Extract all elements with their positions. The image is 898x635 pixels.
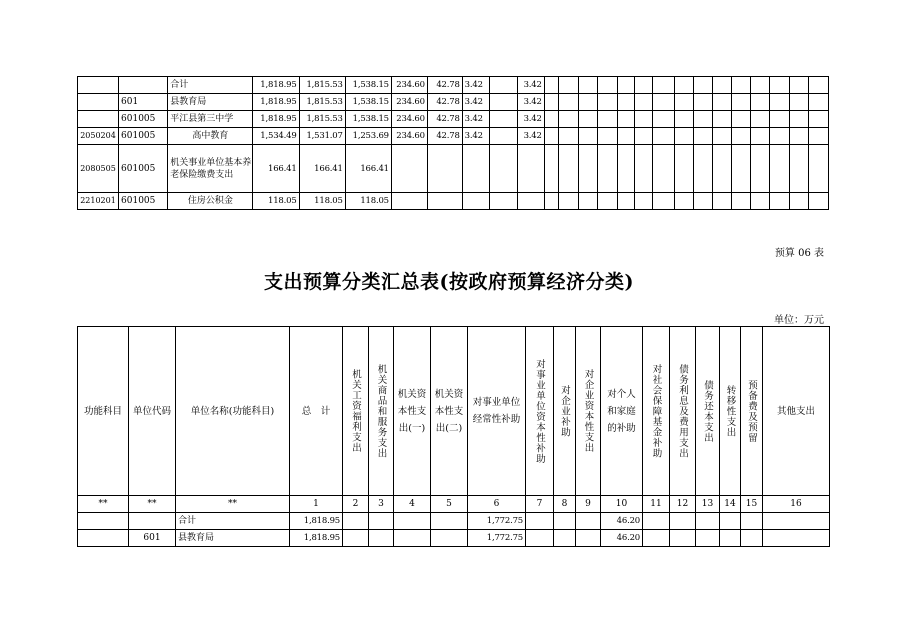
total-cell: 1,818.95: [290, 530, 343, 547]
empty-cell: [576, 530, 601, 547]
value-cell: 3.42: [462, 94, 490, 111]
unit-name-cell: 机关事业单位基本养老保险缴费支出: [168, 145, 253, 193]
empty-cell: [712, 111, 731, 128]
budget-table-continued: [77, 76, 829, 210]
empty-cell: [598, 145, 617, 193]
index-cell: **: [176, 496, 290, 513]
empty-cell: [544, 128, 558, 145]
empty-cell: [394, 513, 431, 530]
empty-cell: [770, 111, 789, 128]
empty-cell: [544, 77, 558, 94]
unit-name-cell: 高中教育: [168, 128, 253, 145]
empty-cell: [554, 513, 576, 530]
value-cell: [462, 193, 490, 210]
index-cell: 10: [601, 496, 643, 513]
value-cell: 3.42: [462, 128, 490, 145]
value-cell: 234.60: [391, 77, 427, 94]
value-cell: [490, 111, 518, 128]
empty-cell: [617, 94, 634, 111]
empty-cell: [578, 77, 597, 94]
header-c3: 机关商品和服务支出: [369, 327, 394, 496]
empty-cell: [653, 94, 675, 111]
header-row: [78, 327, 830, 496]
column-index-row: [78, 496, 830, 513]
expenditure-classification-table: [77, 326, 830, 547]
table-row: [78, 94, 829, 111]
unit-name-cell: 县教育局: [168, 94, 253, 111]
empty-cell: [634, 145, 652, 193]
empty-cell: [732, 128, 750, 145]
header-c7: 对事业单位资本性补助: [526, 327, 554, 496]
value-cell: 234.60: [391, 111, 427, 128]
empty-cell: [670, 530, 696, 547]
empty-cell: [674, 77, 693, 94]
empty-cell: [809, 77, 829, 94]
value-cell: [518, 193, 545, 210]
index-cell: 3: [369, 496, 394, 513]
empty-cell: [369, 530, 394, 547]
empty-cell: [559, 145, 578, 193]
c10-cell: 46.20: [601, 530, 643, 547]
empty-cell: [712, 128, 731, 145]
empty-cell: [732, 77, 750, 94]
header-c12: 债务利息及费用支出: [670, 327, 696, 496]
empty-cell: [750, 111, 769, 128]
index-cell: 16: [763, 496, 830, 513]
empty-cell: [809, 193, 829, 210]
value-cell: [391, 193, 427, 210]
empty-cell: [634, 128, 652, 145]
empty-cell: [544, 193, 558, 210]
header-unit-name: 单位名称(功能科目): [176, 327, 290, 496]
empty-cell: [750, 128, 769, 145]
header-func-code: 功能科目: [78, 327, 129, 496]
empty-cell: [750, 145, 769, 193]
empty-cell: [394, 530, 431, 547]
empty-cell: [653, 111, 675, 128]
table-row: [78, 77, 829, 94]
table-row: [78, 145, 829, 193]
empty-cell: [598, 77, 617, 94]
func-code-cell: 2080505: [78, 145, 119, 193]
header-c10: 对个人和家庭的补助: [601, 327, 643, 496]
empty-cell: [578, 94, 597, 111]
empty-cell: [789, 128, 808, 145]
index-cell: 2: [343, 496, 369, 513]
func-code-cell: [78, 77, 119, 94]
empty-cell: [732, 193, 750, 210]
unit-code-cell: [129, 513, 176, 530]
value-cell: [490, 128, 518, 145]
empty-cell: [770, 77, 789, 94]
empty-cell: [578, 145, 597, 193]
empty-cell: [634, 77, 652, 94]
empty-cell: [809, 145, 829, 193]
c6-cell: 1,772.75: [468, 513, 526, 530]
value-cell: 1,538.15: [345, 77, 391, 94]
header-c13: 债务还本支出: [696, 327, 720, 496]
func-code-cell: [78, 111, 119, 128]
unit-code-cell: 601: [119, 94, 168, 111]
value-cell: 1,538.15: [345, 94, 391, 111]
empty-cell: [694, 128, 712, 145]
empty-cell: [741, 530, 763, 547]
empty-cell: [559, 193, 578, 210]
empty-cell: [789, 145, 808, 193]
value-cell: 234.60: [391, 94, 427, 111]
empty-cell: [750, 94, 769, 111]
empty-cell: [554, 530, 576, 547]
index-cell: 1: [290, 496, 343, 513]
table-row: [78, 128, 829, 145]
empty-cell: [696, 530, 720, 547]
index-cell: 9: [576, 496, 601, 513]
empty-cell: [694, 193, 712, 210]
empty-cell: [809, 94, 829, 111]
unit-name-cell: 合计: [168, 77, 253, 94]
empty-cell: [578, 128, 597, 145]
empty-cell: [431, 513, 468, 530]
empty-cell: [598, 111, 617, 128]
table-row: [78, 111, 829, 128]
empty-cell: [343, 530, 369, 547]
value-cell: [490, 77, 518, 94]
unit-name-cell: 合计: [176, 513, 290, 530]
empty-cell: [809, 111, 829, 128]
value-cell: [490, 145, 518, 193]
value-cell: 3.42: [462, 111, 490, 128]
empty-cell: [617, 111, 634, 128]
empty-cell: [741, 513, 763, 530]
empty-cell: [544, 111, 558, 128]
unit-name-cell: 县教育局: [176, 530, 290, 547]
value-cell: 3.42: [518, 128, 545, 145]
header-c6: 对事业单位经常性补助: [468, 327, 526, 496]
empty-cell: [770, 145, 789, 193]
unit-name-cell: 平江县第三中学: [168, 111, 253, 128]
empty-cell: [634, 94, 652, 111]
value-cell: 1,815.53: [299, 77, 345, 94]
empty-cell: [712, 193, 731, 210]
value-cell: 166.41: [299, 145, 345, 193]
empty-cell: [696, 513, 720, 530]
value-cell: 118.05: [345, 193, 391, 210]
value-cell: [518, 145, 545, 193]
empty-cell: [750, 77, 769, 94]
index-cell: 11: [643, 496, 670, 513]
table-row: [78, 530, 830, 547]
empty-cell: [770, 94, 789, 111]
empty-cell: [559, 94, 578, 111]
total-cell: 1,818.95: [290, 513, 343, 530]
unit-label: 单位：万元: [774, 315, 824, 326]
unit-code-cell: [119, 77, 168, 94]
func-code-cell: [78, 94, 119, 111]
unit-code-cell: 601005: [119, 128, 168, 145]
empty-cell: [598, 193, 617, 210]
value-cell: 118.05: [253, 193, 299, 210]
table-row: [78, 193, 829, 210]
table-row: [78, 513, 830, 530]
value-cell: 3.42: [518, 77, 545, 94]
empty-cell: [544, 94, 558, 111]
header-c14: 转移性支出: [720, 327, 741, 496]
index-cell: **: [78, 496, 129, 513]
empty-cell: [369, 513, 394, 530]
empty-cell: [763, 530, 830, 547]
value-cell: 42.78: [427, 77, 462, 94]
empty-cell: [674, 193, 693, 210]
empty-cell: [431, 530, 468, 547]
page-title: 支出预算分类汇总表(按政府预算经济分类): [264, 271, 634, 293]
value-cell: 1,815.53: [299, 94, 345, 111]
value-cell: 42.78: [427, 111, 462, 128]
value-cell: 3.42: [518, 111, 545, 128]
value-cell: [427, 193, 462, 210]
empty-cell: [789, 94, 808, 111]
index-cell: 15: [741, 496, 763, 513]
empty-cell: [674, 145, 693, 193]
value-cell: [490, 94, 518, 111]
c10-cell: 46.20: [601, 513, 643, 530]
index-cell: 6: [468, 496, 526, 513]
header-c5: 机关资本性支出(二): [431, 327, 468, 496]
header-c8: 对企业补助: [554, 327, 576, 496]
empty-cell: [617, 145, 634, 193]
empty-cell: [526, 513, 554, 530]
header-c15: 预备费及预留: [741, 327, 763, 496]
func-code-cell: [78, 530, 129, 547]
empty-cell: [694, 94, 712, 111]
empty-cell: [634, 111, 652, 128]
value-cell: 3.42: [518, 94, 545, 111]
empty-cell: [653, 193, 675, 210]
empty-cell: [617, 193, 634, 210]
unit-code-cell: 601005: [119, 111, 168, 128]
value-cell: 1,818.95: [253, 77, 299, 94]
value-cell: 1,531.07: [299, 128, 345, 145]
form-number-label: 预算 06 表: [774, 248, 824, 259]
empty-cell: [789, 77, 808, 94]
empty-cell: [674, 128, 693, 145]
empty-cell: [643, 530, 670, 547]
empty-cell: [578, 193, 597, 210]
empty-cell: [750, 193, 769, 210]
empty-cell: [670, 513, 696, 530]
index-cell: 5: [431, 496, 468, 513]
value-cell: 42.78: [427, 94, 462, 111]
header-c9: 对企业资本性支出: [576, 327, 601, 496]
value-cell: 118.05: [299, 193, 345, 210]
c6-cell: 1,772.75: [468, 530, 526, 547]
value-cell: 1,818.95: [253, 94, 299, 111]
value-cell: [391, 145, 427, 193]
empty-cell: [789, 111, 808, 128]
index-cell: 8: [554, 496, 576, 513]
value-cell: 234.60: [391, 128, 427, 145]
empty-cell: [653, 77, 675, 94]
empty-cell: [617, 77, 634, 94]
empty-cell: [653, 145, 675, 193]
unit-name-cell: 住房公积金: [168, 193, 253, 210]
value-cell: 166.41: [253, 145, 299, 193]
empty-cell: [559, 77, 578, 94]
value-cell: 1,538.15: [345, 111, 391, 128]
empty-cell: [720, 513, 741, 530]
header-c2: 机关工资福利支出: [343, 327, 369, 496]
empty-cell: [712, 94, 731, 111]
empty-cell: [578, 111, 597, 128]
value-cell: [462, 145, 490, 193]
func-code-cell: [78, 513, 129, 530]
empty-cell: [576, 513, 601, 530]
index-cell: 13: [696, 496, 720, 513]
empty-cell: [720, 530, 741, 547]
index-cell: **: [129, 496, 176, 513]
index-cell: 12: [670, 496, 696, 513]
index-cell: 4: [394, 496, 431, 513]
header-c11: 对社会保障基金补助: [643, 327, 670, 496]
empty-cell: [712, 145, 731, 193]
empty-cell: [617, 128, 634, 145]
func-code-cell: 2210201: [78, 193, 119, 210]
empty-cell: [732, 111, 750, 128]
index-cell: 7: [526, 496, 554, 513]
value-cell: 1,534.49: [253, 128, 299, 145]
empty-cell: [809, 128, 829, 145]
empty-cell: [770, 193, 789, 210]
empty-cell: [674, 111, 693, 128]
empty-cell: [634, 193, 652, 210]
empty-cell: [559, 128, 578, 145]
header-unit-code: 单位代码: [129, 327, 176, 496]
empty-cell: [559, 111, 578, 128]
index-cell: 14: [720, 496, 741, 513]
empty-cell: [526, 530, 554, 547]
header-total: 总 计: [290, 327, 343, 496]
empty-cell: [763, 513, 830, 530]
empty-cell: [732, 94, 750, 111]
empty-cell: [343, 513, 369, 530]
empty-cell: [694, 145, 712, 193]
empty-cell: [712, 77, 731, 94]
empty-cell: [598, 94, 617, 111]
value-cell: 1,815.53: [299, 111, 345, 128]
value-cell: [490, 193, 518, 210]
value-cell: 1,818.95: [253, 111, 299, 128]
unit-code-cell: 601005: [119, 193, 168, 210]
header-c16: 其他支出: [763, 327, 830, 496]
empty-cell: [643, 513, 670, 530]
value-cell: 3.42: [462, 77, 490, 94]
empty-cell: [770, 128, 789, 145]
value-cell: 1,253.69: [345, 128, 391, 145]
unit-code-cell: 601005: [119, 145, 168, 193]
func-code-cell: 2050204: [78, 128, 119, 145]
unit-code-cell: 601: [129, 530, 176, 547]
empty-cell: [674, 94, 693, 111]
empty-cell: [789, 193, 808, 210]
value-cell: 42.78: [427, 128, 462, 145]
empty-cell: [694, 111, 712, 128]
empty-cell: [653, 128, 675, 145]
empty-cell: [544, 145, 558, 193]
header-c4: 机关资本性支出(一): [394, 327, 431, 496]
empty-cell: [598, 128, 617, 145]
value-cell: 166.41: [345, 145, 391, 193]
value-cell: [427, 145, 462, 193]
empty-cell: [732, 145, 750, 193]
empty-cell: [694, 77, 712, 94]
